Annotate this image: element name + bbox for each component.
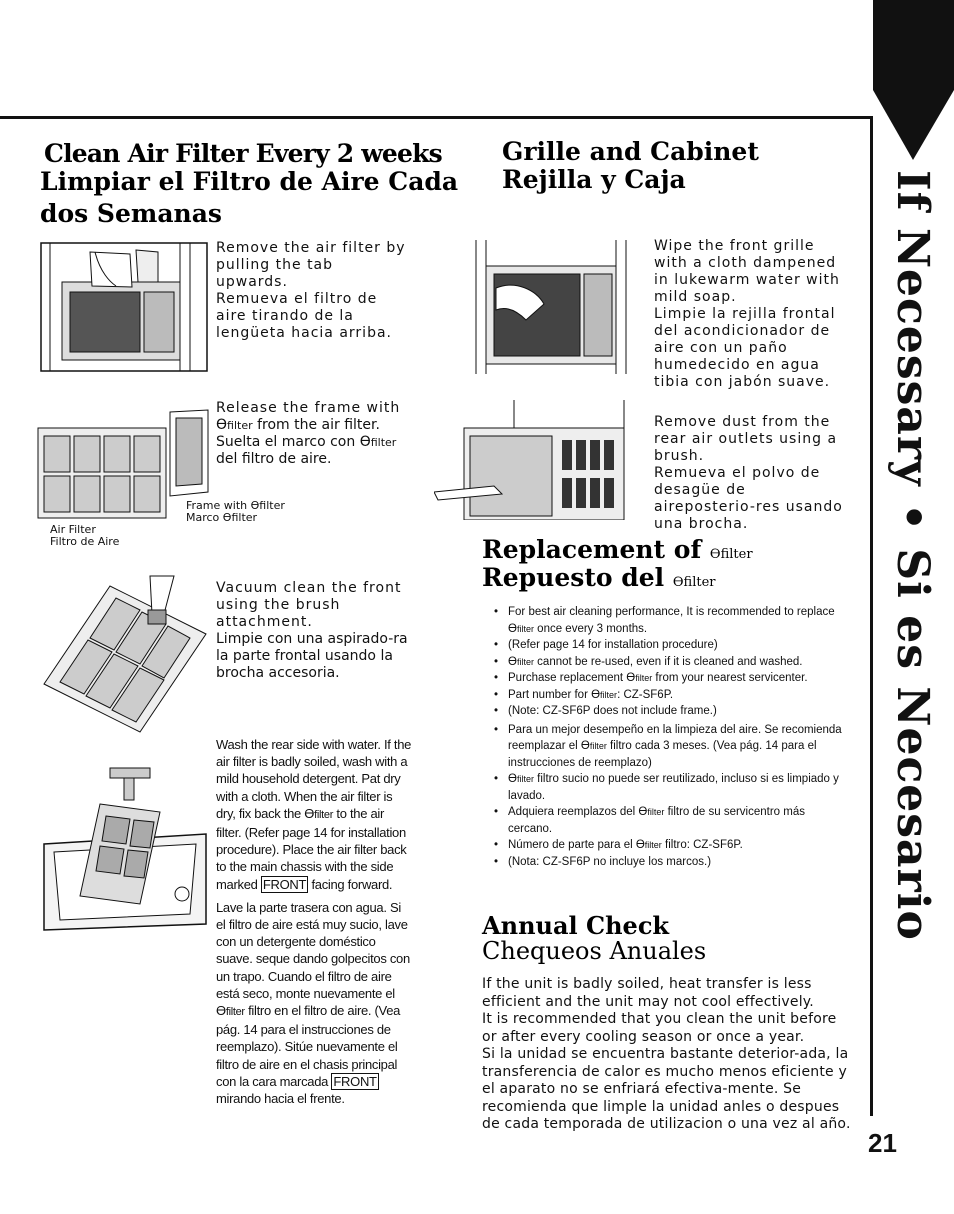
air-filter-label-es: Filtro de Aire <box>50 535 120 548</box>
grille-heading-es: Rejilla y Caja <box>502 165 686 194</box>
clean-filter-heading-es-2: dos Semanas <box>40 199 222 228</box>
filter-word: filter <box>516 656 534 667</box>
wipe-grille-text <box>654 238 850 391</box>
list-item: • Part number for Ɵfilter: CZ-SF6P. <box>494 687 846 704</box>
front-label: FRONT <box>262 876 307 892</box>
wash-text-es-b: filtro en el filtro de aire. (Vea pág. 14 para el instrucciones de reemplazo). Sitúe nuevamente el filtro de aire en el chasis principal con la cara marcada <box>216 1003 401 1089</box>
vacuum-text <box>216 580 412 682</box>
frame-label-es: Marco <box>186 511 220 524</box>
rear-outlets-illustration <box>434 400 634 520</box>
air-filter-label <box>50 524 119 548</box>
bullet-note: • (Refer page 14 for installation procedure) <box>494 637 846 654</box>
wash-text-en-a: Wash the rear side with water. If the air filter is badly soiled, wash with a mild household detergent. Pat dry with a cloth. When the air filter is dry, fix back the <box>216 737 412 821</box>
wash-text-en-b: to the air filter. (Refer page 14 for installation procedure). Place the air filter back to the main chassis with the side marked <box>216 805 407 892</box>
filter-word: filter <box>314 808 334 821</box>
bullet-text: from your nearest servicenter. <box>655 672 808 684</box>
bullet-text: Número de parte para el <box>508 839 633 851</box>
annual-text-en-1: If the unit is badly soiled, heat transfer is less efficient and the unit may not cool effectively. <box>482 976 814 1010</box>
wipe-grille-illustration <box>466 240 630 374</box>
list-item: • Purchase replacement Ɵfilter from your nearest servicenter. <box>494 670 846 687</box>
side-tab-block <box>873 0 954 90</box>
filter-word: filter <box>225 1006 245 1019</box>
bullet-note: • (Nota: CZ-SF6P no incluye los marcos.) <box>494 854 846 871</box>
bullet-text: Para un mejor desempeño en la limpieza del aire. Se recomienda reemplazar el <box>508 723 842 752</box>
bullet-text: filtro de su servicentro más cercano. <box>508 806 805 835</box>
bullet-text: For best air cleaning performance, It is recommended to replace <box>508 606 835 618</box>
bullet-text: Part number for <box>508 688 588 701</box>
filter-word: filter <box>516 774 534 784</box>
list-item: • Para un mejor desempeño en la limpieza del aire. Se recomienda reemplazar el Ɵfilter filtro cada 3 meses. (Vea pág. 14 para el instrucciones de reemplazo) <box>494 722 846 772</box>
bullet-note: • (Note: CZ-SF6P does not include frame.) <box>494 703 846 720</box>
side-tab-title: If Necessary • Si es Necesario <box>887 170 938 941</box>
vacuum-filter-illustration <box>40 574 210 734</box>
frame-release-text-en-a: Release the frame with <box>216 400 401 416</box>
bullet-text: filtro sucio no puede ser reutilizado, incluso si es limpiado y lavado. <box>508 773 839 802</box>
top-rule <box>0 116 872 119</box>
wash-text-es-a: Lave la parte trasera con agua. Si el filtro de aire está muy sucio, lave con un detergente doméstico suave. seque dando golpecitos con un trapo. Cuando el filtro de aire está seco, monte nuevamente el <box>216 899 410 1001</box>
filter-word: filter <box>589 741 607 751</box>
wash-text: Wash the rear side with water. If the air filter is badly soiled, wash with a mild household detergent. Pat dry with a cloth. When the air filter is dry, fix back the Ɵfilter to the air filter. (Refer page 14 for installation procedure). Place the air filter back to the main chassis with the side marked FRONT facing forward. Lave la parte trasera con agua. Si el filtro de aire está muy sucio, lave con un detergente doméstico suave. seque dando golpecitos con un trapo. Cuando el filtro de aire está seco, monte nuevamente el Ɵfilter filtro en el filtro de aire. (Vea pág. 14 para el instrucciones de reemplazo). Sitúe nuevamente el filtro de aire en el chasis principal con la cara marcada FRONT mirando hacia el frente. <box>216 737 412 1107</box>
annual-heading-en: Annual Check <box>482 911 670 940</box>
rear-outlets-text <box>654 414 850 533</box>
frame-label: Frame with Ɵfilter Marco Ɵfilter <box>186 499 285 524</box>
remove-filter-text-es: Remueva el filtro de aire tirando de la lengüeta hacia arriba. <box>216 291 392 341</box>
vacuum-text-es: Limpie con una aspirado-ra la parte frontal usando la brocha accesoria. <box>216 631 408 681</box>
annual-text <box>482 976 854 1134</box>
air-filter-label-en: Air Filter <box>50 523 96 536</box>
annual-text-en-2: It is recommended that you clean the unit before or after every cooling season or once a year. <box>482 1011 837 1045</box>
replacement-heading-es-text: Repuesto del <box>482 563 665 592</box>
filter-word: filter <box>644 840 662 850</box>
clean-filter-heading-en: Clean Air Filter Every 2 weeks <box>44 139 442 168</box>
filter-word: filter <box>231 511 258 524</box>
replacement-heading-es: Repuesto del Ɵfilter <box>482 563 716 592</box>
wash-text-en-c: facing forward. <box>311 876 393 892</box>
wash-text-es-c: mirando hacia el frente. <box>216 1091 345 1107</box>
filter-word: filter <box>600 689 618 700</box>
rear-outlets-text-es: Remueva el polvo de desagüe de aireposterio-res usando una brocha. <box>654 465 843 532</box>
replacement-bullets <box>494 604 846 870</box>
list-item: • Ɵfilter filtro sucio no puede ser reutilizado, incluso si es limpiado y lavado. <box>494 771 846 804</box>
bullet-text: filtro cada 3 meses. (Vea pág. 14 para el instrucciones de reemplazo) <box>508 740 817 769</box>
filter-word: filter <box>259 499 285 512</box>
list-item: • For best air cleaning performance, It is recommended to replace Ɵfilter once every 3 months. <box>494 604 846 637</box>
filter-word: filter <box>635 673 653 683</box>
vacuum-text-en: Vacuum clean the front using the brush attachment. <box>216 580 402 630</box>
bullet-text: once every 3 months. <box>537 622 648 635</box>
page-number: 21 <box>868 1128 897 1158</box>
filter-word: filter <box>370 436 397 449</box>
wash-filter-illustration <box>40 764 210 934</box>
side-tab-arrow-icon <box>873 90 954 160</box>
bullet-text: filtro: CZ-SF6P. <box>665 839 743 851</box>
list-item: • Adquiera reemplazos del Ɵfilter filtro de su servicentro más cercano. <box>494 804 846 837</box>
replacement-heading-en: Replacement of Ɵfilter <box>482 535 753 564</box>
bullet-text: Purchase replacement <box>508 672 624 684</box>
grille-heading-en: Grille and Cabinet <box>502 137 759 166</box>
remove-filter-illustration <box>40 242 208 372</box>
annual-text-es: Si la unidad se encuentra bastante deterior-ada, la transferencia de calor es mucho menos eficiente y el aparato no se enfriará efectiva-mente. Se recomienda que limple la unidad anles o despues de cada temporada de utilizacion o una vez al año. <box>482 1046 851 1132</box>
wipe-grille-text-es: Limpie la rejilla frontal del acondicionador de aire con un paño humedecido en agua tibia con jabón suave. <box>654 306 836 390</box>
annual-heading-es: Chequeos Anuales <box>482 937 707 965</box>
frame-release-text-en-b: from the air filter. <box>257 417 380 433</box>
filter-word: filter <box>720 547 753 562</box>
frame-release-text-es-b: del filtro de aire. <box>216 451 332 467</box>
wipe-grille-text-en: Wipe the front grille with a cloth dampened in lukewarm water with mild soap. <box>654 238 840 305</box>
frame-label-en: Frame with <box>186 499 248 512</box>
frame-release-text: Release the frame with Ɵfilter from the air filter. Suelta el marco con Ɵfilter del filtro de aire. <box>216 400 401 467</box>
bullet-text: cannot be re-used, even if it is cleaned and washed. <box>537 655 803 668</box>
bullet-text: : CZ-SF6P. <box>617 688 674 701</box>
remove-filter-text-en: Remove the air filter by pulling the tab upwards. <box>216 240 406 290</box>
frame-release-text-es-a: Suelta el marco con <box>216 434 356 450</box>
filter-word: filter <box>683 575 716 590</box>
bullet-text: Adquiera reemplazos del <box>508 806 636 818</box>
replacement-heading-en-text: Replacement of <box>482 535 702 564</box>
rear-outlets-text-en: Remove dust from the rear air outlets using a brush. <box>654 414 838 464</box>
list-item: • Número de parte para el Ɵfilter filtro: CZ-SF6P. <box>494 837 846 854</box>
filter-word: filter <box>516 623 534 634</box>
front-label: FRONT <box>333 1073 377 1089</box>
remove-filter-text <box>216 240 410 342</box>
filter-word: filter <box>647 807 665 817</box>
clean-filter-heading-es-1: Limpiar el Filtro de Aire Cada <box>40 167 459 196</box>
filter-word: filter <box>227 419 253 432</box>
list-item: • Ɵfilter cannot be re-used, even if it is cleaned and washed. <box>494 654 846 671</box>
